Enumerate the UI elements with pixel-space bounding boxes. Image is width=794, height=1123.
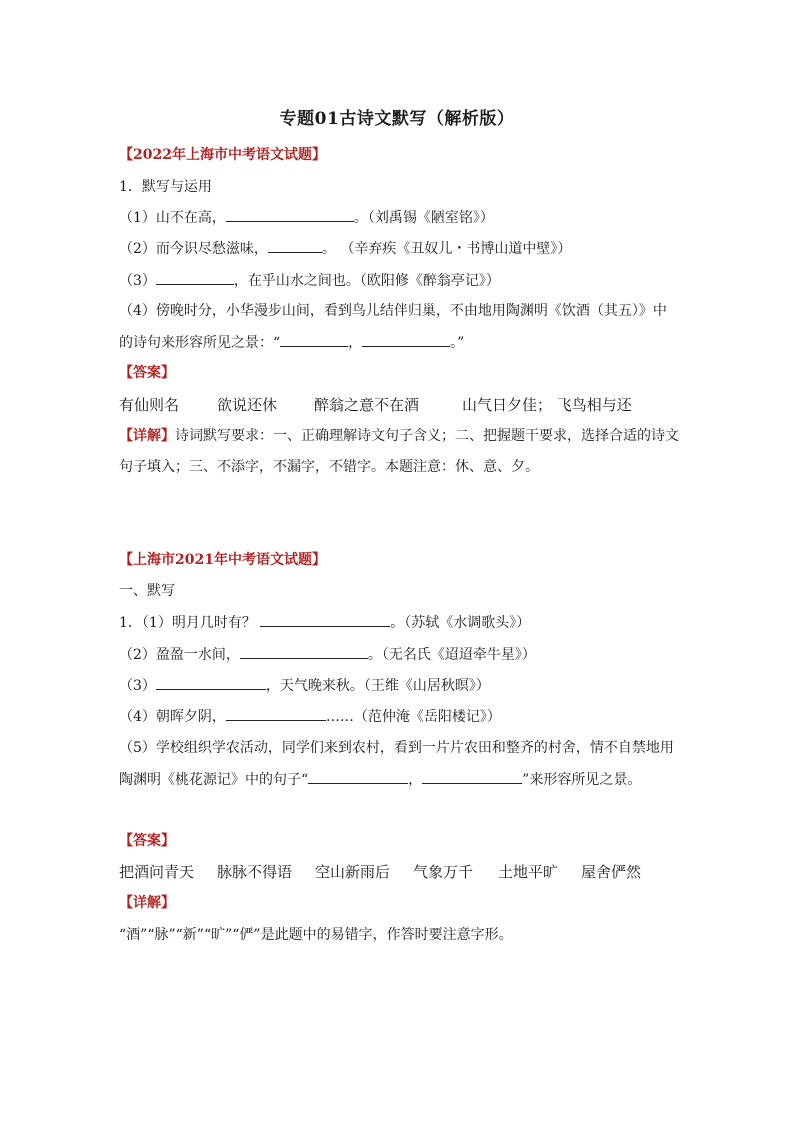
answer-blank (156, 270, 234, 285)
answer-item: 空山新雨后 (315, 863, 391, 881)
item-text: ， (408, 772, 423, 788)
question-item (119, 270, 500, 291)
question-item: （5）学校组织学农活动，同学们来到农村，看到一片片农田和整齐的村舍，情不自禁地用 (119, 740, 674, 756)
item-text: （3） (119, 678, 156, 694)
answer-blank (280, 332, 348, 347)
item-text: （3） (119, 273, 156, 289)
answer-item: 有仙则名 (119, 396, 180, 414)
answer-blank (268, 238, 322, 253)
page-title: 专题01古诗文默写（解析版） (279, 109, 515, 129)
item-text: （2）而今识尽愁滋味， (119, 241, 268, 257)
question-item (119, 612, 530, 633)
item-text: ，天气晚来秋。（王维《山居秋暝》） (265, 678, 490, 694)
question-item (119, 644, 536, 665)
detail-text: 句子填入；三、不添字，不漏字，不错字。本题注意：休、意、夕。 (119, 459, 539, 475)
answer-label: 【答案】 (119, 365, 175, 381)
section-2021-header: 【上海市2021年中考语文试题】 (119, 552, 326, 568)
answer-item: 土地平旷 (498, 863, 559, 881)
answer-item: 脉脉不得语 (217, 863, 293, 881)
item-text: ， (348, 335, 363, 351)
item-text: 的诗句来形容所见之景：“ (119, 335, 281, 351)
answer-blank (422, 769, 522, 784)
answer-item: 山气日夕佳； 飞鸟相与还 (462, 396, 632, 414)
answer-blank (362, 332, 450, 347)
sub-label: 一、默写 (119, 583, 175, 599)
answer-blank (308, 769, 408, 784)
item-text: （4）朝晖夕阴， (119, 709, 226, 725)
answer-item: 屋舍俨然 (581, 863, 642, 881)
item-text: 。（无名氏《迢迢牵牛星》） (367, 647, 536, 663)
question-item: （4）傍晚时分，小华漫步山间，看到鸟儿结伴归巢，不由地用陶渊明《饮酒（其五）》中 (119, 303, 667, 319)
detail-label: 【详解】 (119, 895, 175, 911)
answer-blank (260, 612, 390, 627)
detail-row (119, 426, 679, 446)
answer-item: 醉翁之意不在酒 (314, 396, 420, 414)
answer-blank (226, 706, 326, 721)
item-text: ……（范仲淹《岳阳楼记》） (325, 709, 501, 725)
answer-blank (156, 675, 266, 690)
item-text: 1．（1）明月几时有？ (119, 615, 261, 631)
item-text: 。（苏轼《水调歌头》） (390, 615, 531, 631)
question-item (119, 238, 571, 259)
answer-blank (240, 644, 368, 659)
answer-blank (226, 207, 354, 222)
item-text: ，在乎山水之间也。（欧阳修《醉翁亭记》） (233, 273, 500, 289)
detail-label: 【详解】 (119, 428, 175, 444)
item-text: ”来形容所见之景。 (522, 772, 642, 788)
question-item (119, 207, 494, 228)
question-item (119, 706, 501, 727)
question-item (119, 769, 641, 790)
item-text: 。 （辛弃疾《丑奴儿・书博山道中壁》） (321, 241, 572, 257)
item-text: （1）山不在高， (119, 210, 226, 226)
question-item (119, 332, 464, 353)
item-text: 。” (450, 335, 465, 351)
answer-label: 【答案】 (119, 833, 175, 849)
answer-item: 欲说还休 (217, 396, 278, 414)
item-text: （2）盈盈一水间， (119, 647, 240, 663)
item-text: 。（刘禹锡《陋室铭》） (353, 210, 494, 226)
question-item (119, 675, 490, 696)
section-2022-header: 【2022年上海市中考语文试题】 (119, 147, 326, 163)
answer-item: 把酒问青天 (119, 863, 195, 881)
question-label: 1．默写与运用 (119, 179, 212, 195)
detail-text: “酒”“脉”“新”“旷”“俨”是此题中的易错字，作答时要注意字形。 (119, 927, 513, 943)
detail-text: 诗词默写要求：一、正确理解诗文句子含义；二、把握题干要求，选择合适的诗文 (175, 428, 679, 444)
answer-item: 气象万千 (413, 863, 474, 881)
item-text: 陶渊明《桃花源记》中的句子“ (119, 772, 309, 788)
